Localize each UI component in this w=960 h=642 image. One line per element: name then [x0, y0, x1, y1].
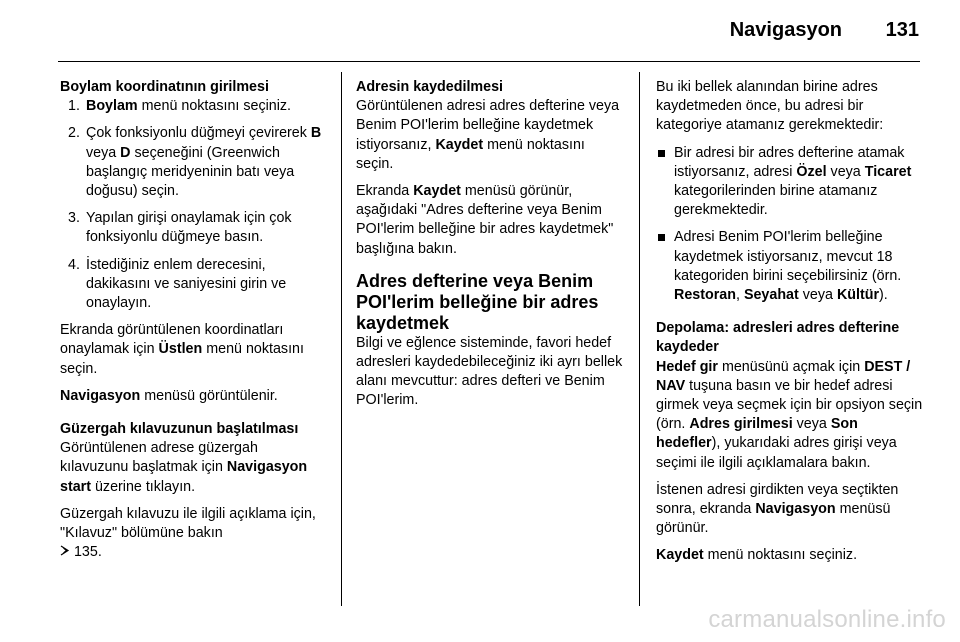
section-heading-save-address: Adresin kaydedilmesi: [356, 79, 504, 95]
column-divider-1: [341, 72, 342, 606]
bullet-square-icon: [658, 150, 665, 157]
section-heading-longitude: Boylam koordinatının girilmesi: [60, 79, 269, 95]
paragraph: Güzergah kılavuzu ile ilgili açıklama için, "Kılavuz" bölümüne bakın 135.: [60, 505, 330, 563]
paragraph: Ekranda görüntülenen koordinatları onaylamak için Üstlen menü noktasını seçin.: [60, 322, 304, 377]
page-header: [0, 0, 960, 60]
list-item: 4. İstediğiniz enlem derecesini, dakikasını ve saniyesini girin ve onaylayın.: [68, 256, 287, 312]
paragraph: Görüntülenen adrese güzergah kılavuzunu başlatmak için Navigasyon start üzerine tıklayın.: [60, 440, 308, 495]
paragraph: Görüntülenen adresi adres defterine veya Benim POI'lerim belleğine kaydetmek istiyorsanız, Kaydet menü noktasını seçin.: [356, 98, 620, 172]
page-reference[interactable]: 135.: [73, 544, 102, 561]
paragraph: Navigasyon menüsü görüntülenir.: [60, 387, 278, 404]
page-reference-arrow-icon: [60, 543, 70, 562]
list-item: 1. Boylam menü noktasını seçiniz.: [68, 98, 292, 115]
paragraph: Ekranda Kaydet menüsü görünür, aşağıdaki "Adres defterine veya Benim POI'lerim belleğine bir adres kaydetmek" başlığına bakın.: [356, 183, 614, 257]
paragraph: Hedef gir menüsünü açmak için DEST / NAV tuşuna basın ve bir hedef adresi girmek veya seçmek için bir opsiyon seçin (örn. Adres girilmesi veya Son hedefler), yukarıdaki adres girişi veya seçimi ile ilgili açıklamalara bakın.: [656, 358, 923, 471]
section-heading-route-guidance: Güzergah kılavuzunun başlatılması: [60, 421, 299, 438]
section-heading-storage: Depolama: adresleri adres defterine kaydeder: [656, 320, 900, 356]
column-left: [60, 78, 330, 570]
page-number: 131: [885, 19, 919, 41]
steps-list: [60, 97, 330, 313]
paragraph: Bilgi ve eğlence sisteminde, favori hedef adresleri kaydedebileceğiniz iki ayrı bellek alanı mevcuttur: adres defteri ve Benim POI'lerim.: [356, 334, 623, 409]
watermark: carmanualsonline.info: [708, 606, 946, 633]
list-item: Bir adresi bir adres defterine atamak istiyorsanız, adresi Özel veya Ticaret kategorilerinden birine atamanız gerekmektedir.: [656, 144, 924, 221]
paragraph: İstenen adresi girdikten veya seçtikten sonra, ekranda Navigasyon menüsü görünür.: [656, 481, 899, 537]
paragraph: Kaydet menü noktasını seçiniz.: [656, 547, 858, 564]
list-item: Adresi Benim POI'lerim belleğine kaydetmek istiyorsanız, mevcut 18 kategoriden birini seçebilirsiniz (örn. Restoran, Seyahat veya Kültür).: [656, 228, 924, 305]
list-item: 2. Çok fonksiyonlu düğmeyi çevirerek B veya D seçeneğini (Greenwich başlangıç meridyeninin batı veya doğusu) seçin.: [68, 125, 322, 200]
bullet-list: [656, 144, 924, 306]
header-divider: [58, 61, 920, 62]
column-divider-2: [639, 72, 640, 606]
page-title: Navigasyon: [729, 19, 842, 41]
list-item: 3. Yapılan girişi onaylamak için çok fonksiyonlu düğmeye basın.: [68, 210, 292, 246]
paragraph: Bu iki bellek alanından birine adres kaydetmeden önce, bu adresi bir kategoriye atamanız gerekmektedir:: [656, 79, 884, 134]
column-right: [656, 78, 924, 574]
section-title-save-to-memory: Adres defterine veya Benim POI'lerim belleğine bir adres kaydetmek: [356, 270, 599, 333]
column-middle: [356, 78, 626, 419]
bullet-square-icon: [658, 234, 665, 241]
